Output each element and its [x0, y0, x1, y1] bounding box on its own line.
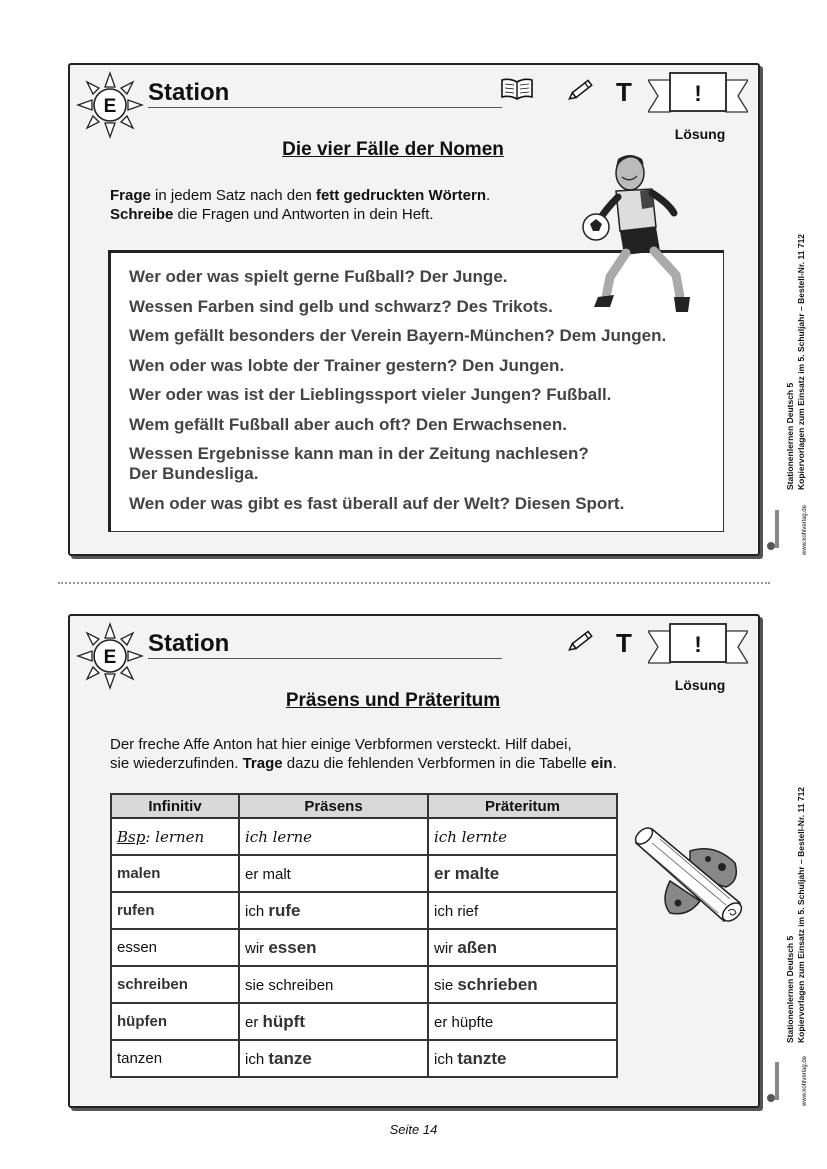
table-cell: sie schreiben: [239, 966, 428, 1003]
side-series-title: Stationenlernen Deutsch 5: [785, 935, 795, 1043]
page-number: Seite 14: [389, 1122, 438, 1137]
title-rule: [148, 107, 502, 108]
pencil-icon: [568, 628, 596, 652]
list-item: Wen oder was gibt es fast überall auf der Welt? Diesen Sport.: [129, 493, 625, 513]
side-series-title: Stationenlernen Deutsch 5: [785, 382, 795, 490]
kohl-logo-icon: [766, 508, 780, 552]
task-instruction: Frage in jedem Satz nach den fett gedruckten Wörtern. Schreibe die Fragen und Antworten in dein Heft.: [110, 187, 491, 223]
table-cell: malen: [111, 855, 239, 892]
task-instruction: Der freche Affe Anton hat hier einige Verbformen versteckt. Hilf dabei, sie wiederzufinden. Trage dazu die fehlenden Verbformen in die Tabelle ein.: [110, 736, 617, 772]
station-title: Station: [148, 79, 230, 106]
table-cell: er malte: [428, 855, 617, 892]
sun-badge-icon: [76, 71, 144, 139]
soccer-player-illustration: [580, 147, 700, 317]
side-order-info: Kopiervorlagen zum Einsatz im 5. Schuljahr – Bestell-Nr. 11 712: [796, 786, 806, 1043]
solution-label: Lösung: [674, 677, 726, 693]
table-cell: er malt: [239, 855, 428, 892]
list-item: Der Bundesliga.: [129, 464, 259, 483]
table-cell: rufen: [111, 892, 239, 929]
table-cell: ich rief: [428, 892, 617, 929]
side-website: www.kohlverlag.de: [802, 1055, 808, 1106]
book-icon: [500, 77, 534, 101]
table-cell: hüpfen: [111, 1003, 239, 1040]
list-item: Wen oder was lobte der Trainer gestern? Den Jungen.: [129, 355, 565, 375]
table-header-row: [111, 794, 617, 818]
table-cell: er hüpft: [239, 1003, 428, 1040]
banner-icon: [648, 70, 748, 118]
log-illustration: [630, 821, 750, 931]
side-website: www.kohlverlag.de: [802, 504, 808, 555]
table-cell: tanzen: [111, 1040, 239, 1077]
table-cell: sie schrieben: [428, 966, 617, 1003]
column-header: Präsens: [239, 794, 428, 818]
card-subtitle: Die vier Fälle der Nomen: [282, 139, 504, 160]
table-cell: er hüpfte: [428, 1003, 617, 1040]
table-row: [111, 1040, 617, 1077]
table-row: [111, 929, 617, 966]
text-task-label: T: [616, 77, 632, 107]
text-task-label: T: [616, 628, 632, 658]
column-header: Präteritum: [428, 794, 617, 818]
banner-icon: [648, 621, 748, 669]
table-cell: schreiben: [111, 966, 239, 1003]
station-card-tenses: [68, 614, 760, 1108]
sun-badge-icon: [76, 622, 144, 690]
station-card-cases: [68, 63, 760, 556]
cut-line-divider: [58, 582, 770, 584]
station-title: Station: [148, 630, 230, 657]
table-row: [111, 1003, 617, 1040]
table-row: [111, 892, 617, 929]
list-item: Wessen Ergebnisse kann man in der Zeitung nachlesen?: [129, 444, 589, 463]
badge-letter: E: [103, 96, 117, 117]
banner-mark: !: [694, 81, 702, 106]
column-header: Infinitiv: [111, 794, 239, 818]
table-row: [111, 966, 617, 1003]
table-cell: wir essen: [239, 929, 428, 966]
banner-mark: !: [694, 632, 702, 657]
table-row: [111, 818, 617, 855]
solution-label: Lösung: [674, 126, 726, 142]
table-cell: ich tanzte: [428, 1040, 617, 1077]
table-cell: ich lernte: [428, 818, 617, 855]
table-cell: essen: [111, 929, 239, 966]
list-item: Wer oder was spielt gerne Fußball? Der Junge.: [129, 267, 508, 286]
verb-table: [110, 793, 618, 1078]
badge-letter: E: [103, 647, 117, 668]
table-cell: ich lerne: [239, 818, 428, 855]
table-cell: ich rufe: [239, 892, 428, 929]
table-row: [111, 855, 617, 892]
table-cell: wir aßen: [428, 929, 617, 966]
table-cell: Bsp: lernen: [111, 818, 239, 855]
kohl-logo-icon: [766, 1060, 780, 1104]
pencil-icon: [568, 77, 596, 101]
list-item: Wem gefällt besonders der Verein Bayern-München? Dem Jungen.: [129, 326, 667, 345]
list-item: Wessen Farben sind gelb und schwarz? Des Trikots.: [129, 296, 553, 316]
title-rule: [148, 658, 502, 659]
list-item: Wem gefällt Fußball aber auch oft? Den Erwachsenen.: [129, 414, 567, 434]
list-item: Wer oder was ist der Lieblingssport vieler Jungen? Fußball.: [129, 385, 612, 404]
table-cell: ich tanze: [239, 1040, 428, 1077]
side-order-info: Kopiervorlagen zum Einsatz im 5. Schuljahr – Bestell-Nr. 11 712: [796, 233, 806, 490]
card-subtitle: Präsens und Präteritum: [285, 690, 501, 711]
